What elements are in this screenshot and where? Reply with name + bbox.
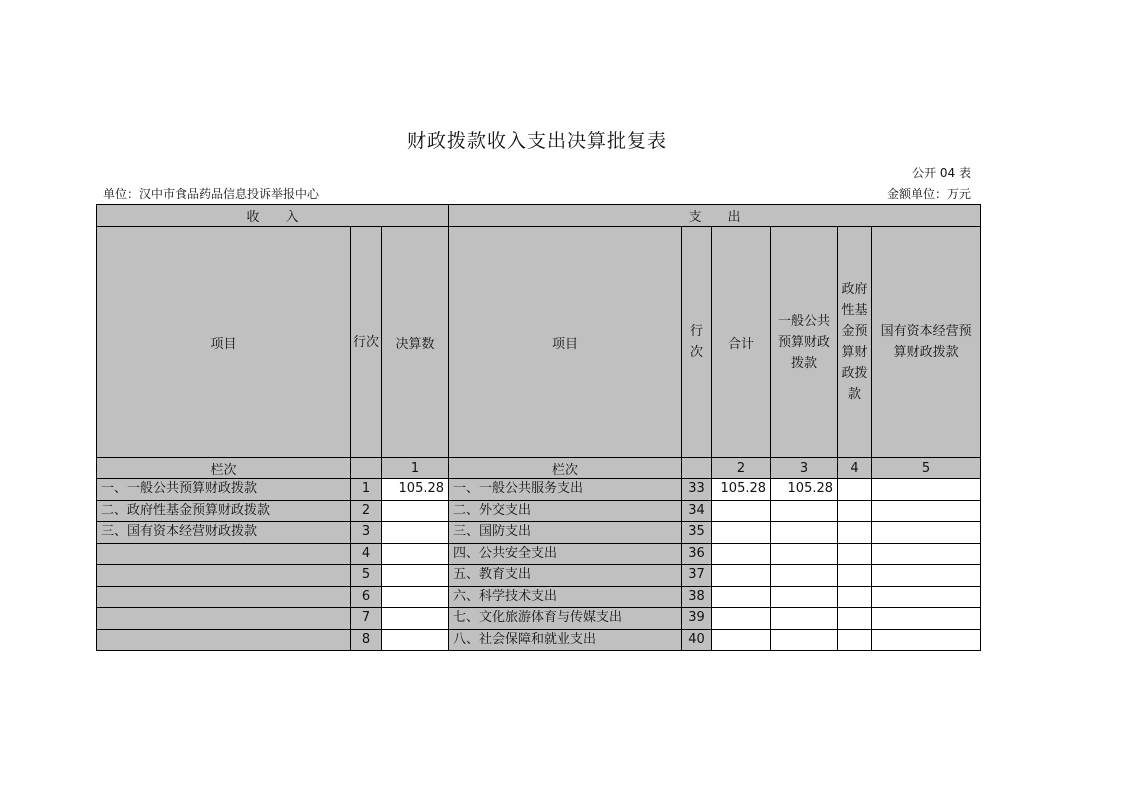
income-item-header: 项目 <box>97 227 351 458</box>
colno-label: 栏次 <box>97 458 351 479</box>
income-line-cell: 8 <box>351 629 382 651</box>
expense-line-cell: 35 <box>682 522 712 544</box>
income-item-cell <box>97 586 351 608</box>
general-budget-cell <box>771 500 838 522</box>
total-cell: 105.28 <box>712 479 771 501</box>
fund-budget-cell <box>838 586 872 608</box>
income-item-cell <box>97 608 351 630</box>
income-line-cell: 1 <box>351 479 382 501</box>
expense-line-cell: 34 <box>682 500 712 522</box>
expense-line-header: 行次 <box>682 227 712 458</box>
fund-budget-cell <box>838 522 872 544</box>
table-row <box>97 500 981 522</box>
state-capital-cell <box>872 608 981 630</box>
total-cell <box>712 586 771 608</box>
state-capital-cell <box>872 522 981 544</box>
state-capital-cell <box>872 479 981 501</box>
general-budget-cell <box>771 565 838 587</box>
fund-budget-cell <box>838 543 872 565</box>
colno-3: 3 <box>771 458 838 479</box>
colno-4: 4 <box>838 458 872 479</box>
total-cell <box>712 565 771 587</box>
expense-item-header: 项目 <box>449 227 682 458</box>
expense-item-cell: 一、一般公共服务支出 <box>449 479 682 501</box>
income-line-cell: 5 <box>351 565 382 587</box>
budget-table <box>96 204 981 651</box>
income-section-header: 收 入 <box>97 205 449 227</box>
expense-line-cell: 40 <box>682 629 712 651</box>
expense-item-cell: 五、教育支出 <box>449 565 682 587</box>
form-number: 公开 04 表 <box>912 166 971 180</box>
expense-item-cell: 七、文化旅游体育与传媒支出 <box>449 608 682 630</box>
state-capital-cell <box>872 543 981 565</box>
income-line-cell: 3 <box>351 522 382 544</box>
total-cell <box>712 608 771 630</box>
income-item-cell <box>97 565 351 587</box>
income-amount-cell <box>382 500 449 522</box>
expense-line-cell: 38 <box>682 586 712 608</box>
income-line-cell: 2 <box>351 500 382 522</box>
income-amount-cell <box>382 565 449 587</box>
state-capital-cell <box>872 565 981 587</box>
income-amount-cell <box>382 629 449 651</box>
colno-1: 1 <box>382 458 449 479</box>
income-amount-cell <box>382 522 449 544</box>
income-line-cell: 6 <box>351 586 382 608</box>
expense-item-cell: 三、国防支出 <box>449 522 682 544</box>
expense-line-cell: 36 <box>682 543 712 565</box>
income-amount-cell <box>382 543 449 565</box>
income-item-cell <box>97 629 351 651</box>
income-amount-cell <box>382 586 449 608</box>
general-budget-cell <box>771 543 838 565</box>
expense-item-cell: 六、科学技术支出 <box>449 586 682 608</box>
fund-budget-cell <box>838 565 872 587</box>
expense-line-cell: 37 <box>682 565 712 587</box>
income-item-cell: 三、国有资本经营财政拨款 <box>97 522 351 544</box>
general-budget-cell: 105.28 <box>771 479 838 501</box>
income-amount-cell: 105.28 <box>382 479 449 501</box>
general-budget-cell <box>771 608 838 630</box>
table-row <box>97 522 981 544</box>
income-item-cell: 二、政府性基金预算财政拨款 <box>97 500 351 522</box>
income-line-cell: 7 <box>351 608 382 630</box>
colno-label-2: 栏次 <box>449 458 682 479</box>
expense-line-cell: 39 <box>682 608 712 630</box>
table-row <box>97 608 981 630</box>
colno-5: 5 <box>872 458 981 479</box>
reporting-unit: 单位：汉中市食品药品信息投诉举报中心 <box>103 187 320 201</box>
expense-item-cell: 二、外交支出 <box>449 500 682 522</box>
fund-budget-cell <box>838 629 872 651</box>
fund-budget-cell <box>838 500 872 522</box>
income-item-cell: 一、一般公共预算财政拨款 <box>97 479 351 501</box>
income-line-header: 行次 <box>351 227 382 458</box>
total-cell <box>712 522 771 544</box>
table-row <box>97 543 981 565</box>
fund-budget-cell <box>838 608 872 630</box>
table-row <box>97 629 981 651</box>
general-budget-header: 一般公共预算财政拨款 <box>771 227 838 458</box>
table-row <box>97 479 981 501</box>
report-title: 财政拨款收入支出决算批复表 <box>406 130 667 152</box>
income-line-cell: 4 <box>351 543 382 565</box>
expense-line-cell: 33 <box>682 479 712 501</box>
total-header: 合计 <box>712 227 771 458</box>
general-budget-cell <box>771 629 838 651</box>
income-amount-cell <box>382 608 449 630</box>
total-cell <box>712 629 771 651</box>
fund-budget-cell <box>838 479 872 501</box>
colno-2: 2 <box>712 458 771 479</box>
table-row <box>97 586 981 608</box>
state-capital-cell <box>872 629 981 651</box>
total-cell <box>712 500 771 522</box>
general-budget-cell <box>771 586 838 608</box>
table-row <box>97 565 981 587</box>
state-capital-cell <box>872 500 981 522</box>
income-item-cell <box>97 543 351 565</box>
expense-section-header: 支 出 <box>449 205 981 227</box>
amount-unit: 金额单位：万元 <box>886 187 971 201</box>
fund-budget-header: 政府性基金预算财政拨款 <box>838 227 872 458</box>
total-cell <box>712 543 771 565</box>
expense-item-cell: 八、社会保障和就业支出 <box>449 629 682 651</box>
state-capital-cell <box>872 586 981 608</box>
general-budget-cell <box>771 522 838 544</box>
expense-item-cell: 四、公共安全支出 <box>449 543 682 565</box>
final-amount-header: 决算数 <box>382 227 449 458</box>
state-capital-header: 国有资本经营预算财政拨款 <box>872 227 981 458</box>
